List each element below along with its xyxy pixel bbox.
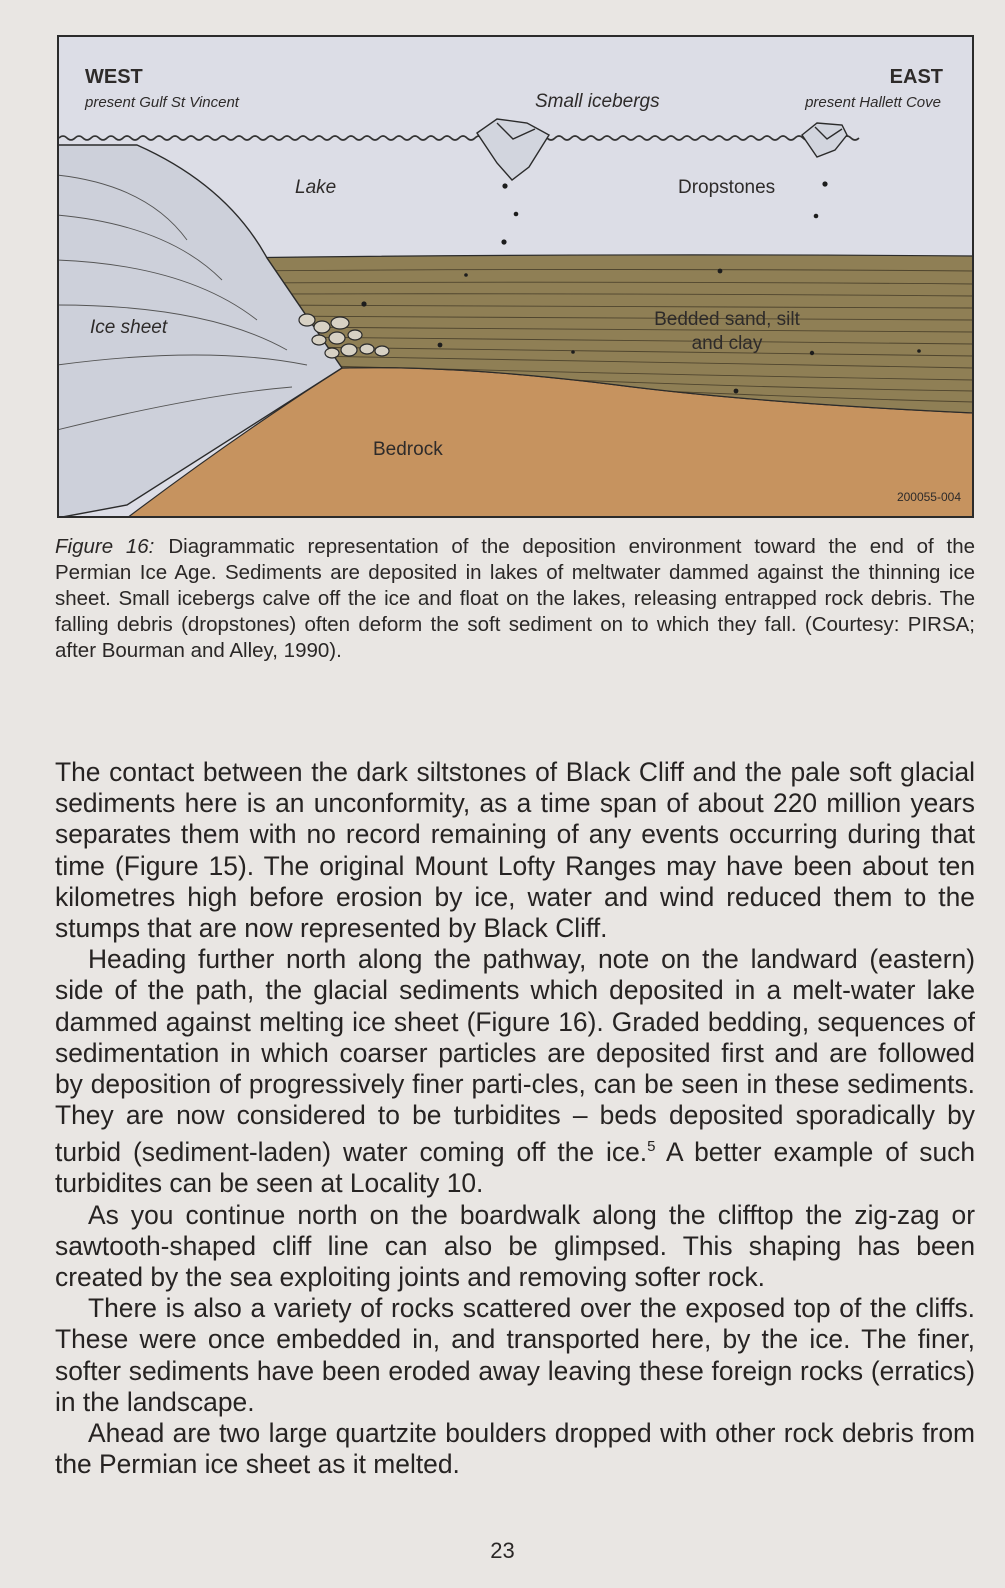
paragraph (55, 944, 975, 1199)
caption-text: Diagrammatic representation of the deposition environment toward the end of the Permian Ice Age. Sediments are deposited in lakes of meltwater dammed against the thinning ice sheet. Small icebergs calve off the ice and float on the lakes, releasing entrapped rock debris. The falling debris (dropstones) often deform the soft sediment on to which they fall. (Courtesy: PIRSA; after Bourman and Alley, 1990). (55, 535, 975, 662)
ice-sheet-label: Ice sheet (90, 317, 168, 338)
paragraph-text: Heading further north along the pathway, note on the landward (eastern) side of the path, the glacial sediments which deposited in a melt-water lake dammed against melting ice sheet (Figure 16). Graded bedding, sequences of sedimentation in which coarser particles are deposited first and are followed by deposition of progressively finer parti-cles, can be seen in these sediments. They are now considered to be turbidites – beds deposited sporadically by turbid (sediment-laden) water coming off the ice. (55, 944, 975, 1168)
footnote-marker: 5 (647, 1138, 656, 1156)
figure-caption (55, 534, 975, 664)
paragraph-text: As you continue north on the boardwalk along the clifftop the zig-zag or sawtooth-shaped cliff line can also be glimpsed. This shaping has been created by the sea exploiting joints and removing softer rock. (55, 1199, 975, 1293)
paragraph (55, 1418, 975, 1480)
west-label: WEST (85, 66, 143, 88)
dropstones-label: Dropstones (678, 177, 776, 198)
paragraph-text: Ahead are two large quartzite boulders dropped with other rock debris from the Permian ice sheet as it melted. (55, 1418, 975, 1480)
body-text (55, 757, 975, 1480)
east-sublabel: present Hallett Cove (805, 94, 941, 111)
cross-section-diagram (57, 35, 974, 518)
bedrock-label: Bedrock (373, 439, 443, 460)
lake-label: Lake (295, 177, 337, 198)
east-label: EAST (889, 66, 943, 88)
bedded-sediments-label-1: Bedded sand, silt (654, 309, 800, 330)
paragraph (55, 757, 975, 944)
page-number: 23 (490, 1538, 515, 1563)
figure-code: 200055-004 (896, 490, 961, 504)
paragraph-text-continued: A better example of such turbidites can be seen at Locality 10. (55, 1137, 975, 1199)
paragraph-text: There is also a variety of rocks scattered over the exposed top of the cliffs. These were once embedded in, and transported here, by the ice. The finer, softer sediments have been eroded away leaving these foreign rocks (erratics) in the landscape. (55, 1293, 975, 1417)
west-sublabel: present Gulf St Vincent (85, 94, 239, 111)
bedded-sediments-label-2: and clay (691, 333, 763, 354)
icebergs-label: Small icebergs (535, 91, 660, 112)
paragraph (55, 1293, 975, 1418)
paragraph-text: The contact between the dark siltstones of Black Cliff and the pale soft glacial sediments here is an unconformity, as a time span of about 220 million years separates them with no record remaining of any events occurring during that time (Figure 15). The original Mount Lofty Ranges may have been about ten kilometres high before erosion by ice, water and wind reduced them to the stumps that are now represented by Black Cliff. (55, 757, 975, 944)
paragraph (55, 1200, 975, 1294)
figure-number: Figure 16: (55, 535, 155, 558)
